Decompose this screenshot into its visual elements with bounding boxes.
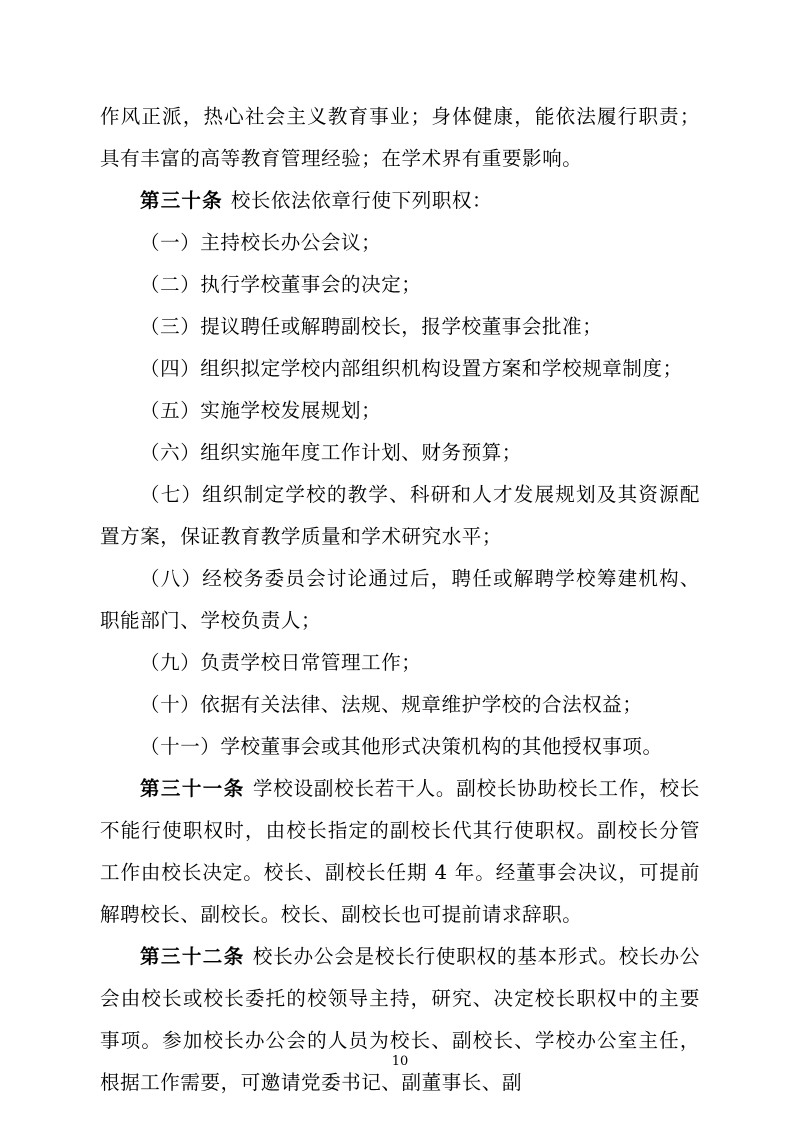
paragraph-text: 校长办公会是校长行使职权的基本形式。校长办公会由校长或校长委托的校领导主持，研究、决定校长职权中的主要事项。参加校长办公会的人员为校长、副校长、学校办公室主任，根据工作需要，可邀请党委书记、副董事长、副 bbox=[100, 945, 700, 1094]
paragraph-item-8 bbox=[100, 558, 700, 642]
article-heading: 第三十条 bbox=[140, 189, 223, 212]
paragraph-text: （五）实施学校发展规划； bbox=[140, 399, 382, 422]
paragraph-item-9 bbox=[100, 642, 700, 684]
paragraph-item-1 bbox=[100, 222, 700, 264]
paragraph-item-7 bbox=[100, 474, 700, 558]
paragraph-item-4 bbox=[100, 348, 700, 390]
paragraph-text: 作风正派，热心社会主义教育事业；身体健康，能依法履行职责；具有丰富的高等教育管理经验；在学术界有重要影响。 bbox=[100, 105, 700, 170]
paragraph-item-2 bbox=[100, 264, 700, 306]
paragraph-text: （九）负责学校日常管理工作； bbox=[140, 651, 422, 674]
paragraph-text: 学校设副校长若干人。副校长协助校长工作，校长不能行使职权时，由校长指定的副校长代其行使职权。副校长分管工作由校长决定。校长、副校长任期 4 年。经董事会决议，可提前解聘校长、副校长。校长、副校长也可提前请求辞职。 bbox=[100, 777, 700, 926]
paragraph-item-6 bbox=[100, 432, 700, 474]
article-heading: 第三十二条 bbox=[140, 945, 245, 968]
paragraph-article-32 bbox=[100, 936, 700, 1104]
document-body bbox=[100, 96, 700, 1104]
paragraph-text: （四）组织拟定学校内部组织机构设置方案和学校规章制度； bbox=[140, 357, 683, 380]
paragraph-text: （一）主持校长办公会议； bbox=[140, 231, 382, 254]
paragraph-text: （十一）学校董事会或其他形式决策机构的其他授权事项。 bbox=[140, 735, 663, 758]
paragraph-item-10 bbox=[100, 684, 700, 726]
paragraph-text: （十）依据有关法律、法规、规章维护学校的合法权益； bbox=[140, 693, 643, 716]
paragraph-text: 校长依法依章行使下列职权： bbox=[230, 189, 493, 212]
paragraph-article-31 bbox=[100, 768, 700, 936]
paragraph-text: （七）组织制定学校的教学、科研和人才发展规划及其资源配置方案，保证教育教学质量和学术研究水平； bbox=[100, 483, 700, 548]
paragraph-text: （八）经校务委员会讨论通过后，聘任或解聘学校筹建机构、职能部门、学校负责人； bbox=[100, 567, 700, 632]
paragraph-item-11 bbox=[100, 726, 700, 768]
paragraph-continued-qualifications bbox=[100, 96, 700, 180]
paragraph-article-30 bbox=[100, 180, 700, 222]
paragraph-text: （三）提议聘任或解聘副校长，报学校董事会批准； bbox=[140, 315, 603, 338]
article-heading: 第三十一条 bbox=[140, 777, 245, 800]
paragraph-text: （二）执行学校董事会的决定； bbox=[140, 273, 422, 296]
page-number: 10 bbox=[391, 1054, 409, 1069]
paragraph-item-5 bbox=[100, 390, 700, 432]
paragraph-item-3 bbox=[100, 306, 700, 348]
paragraph-text: （六）组织实施年度工作计划、财务预算； bbox=[140, 441, 522, 464]
